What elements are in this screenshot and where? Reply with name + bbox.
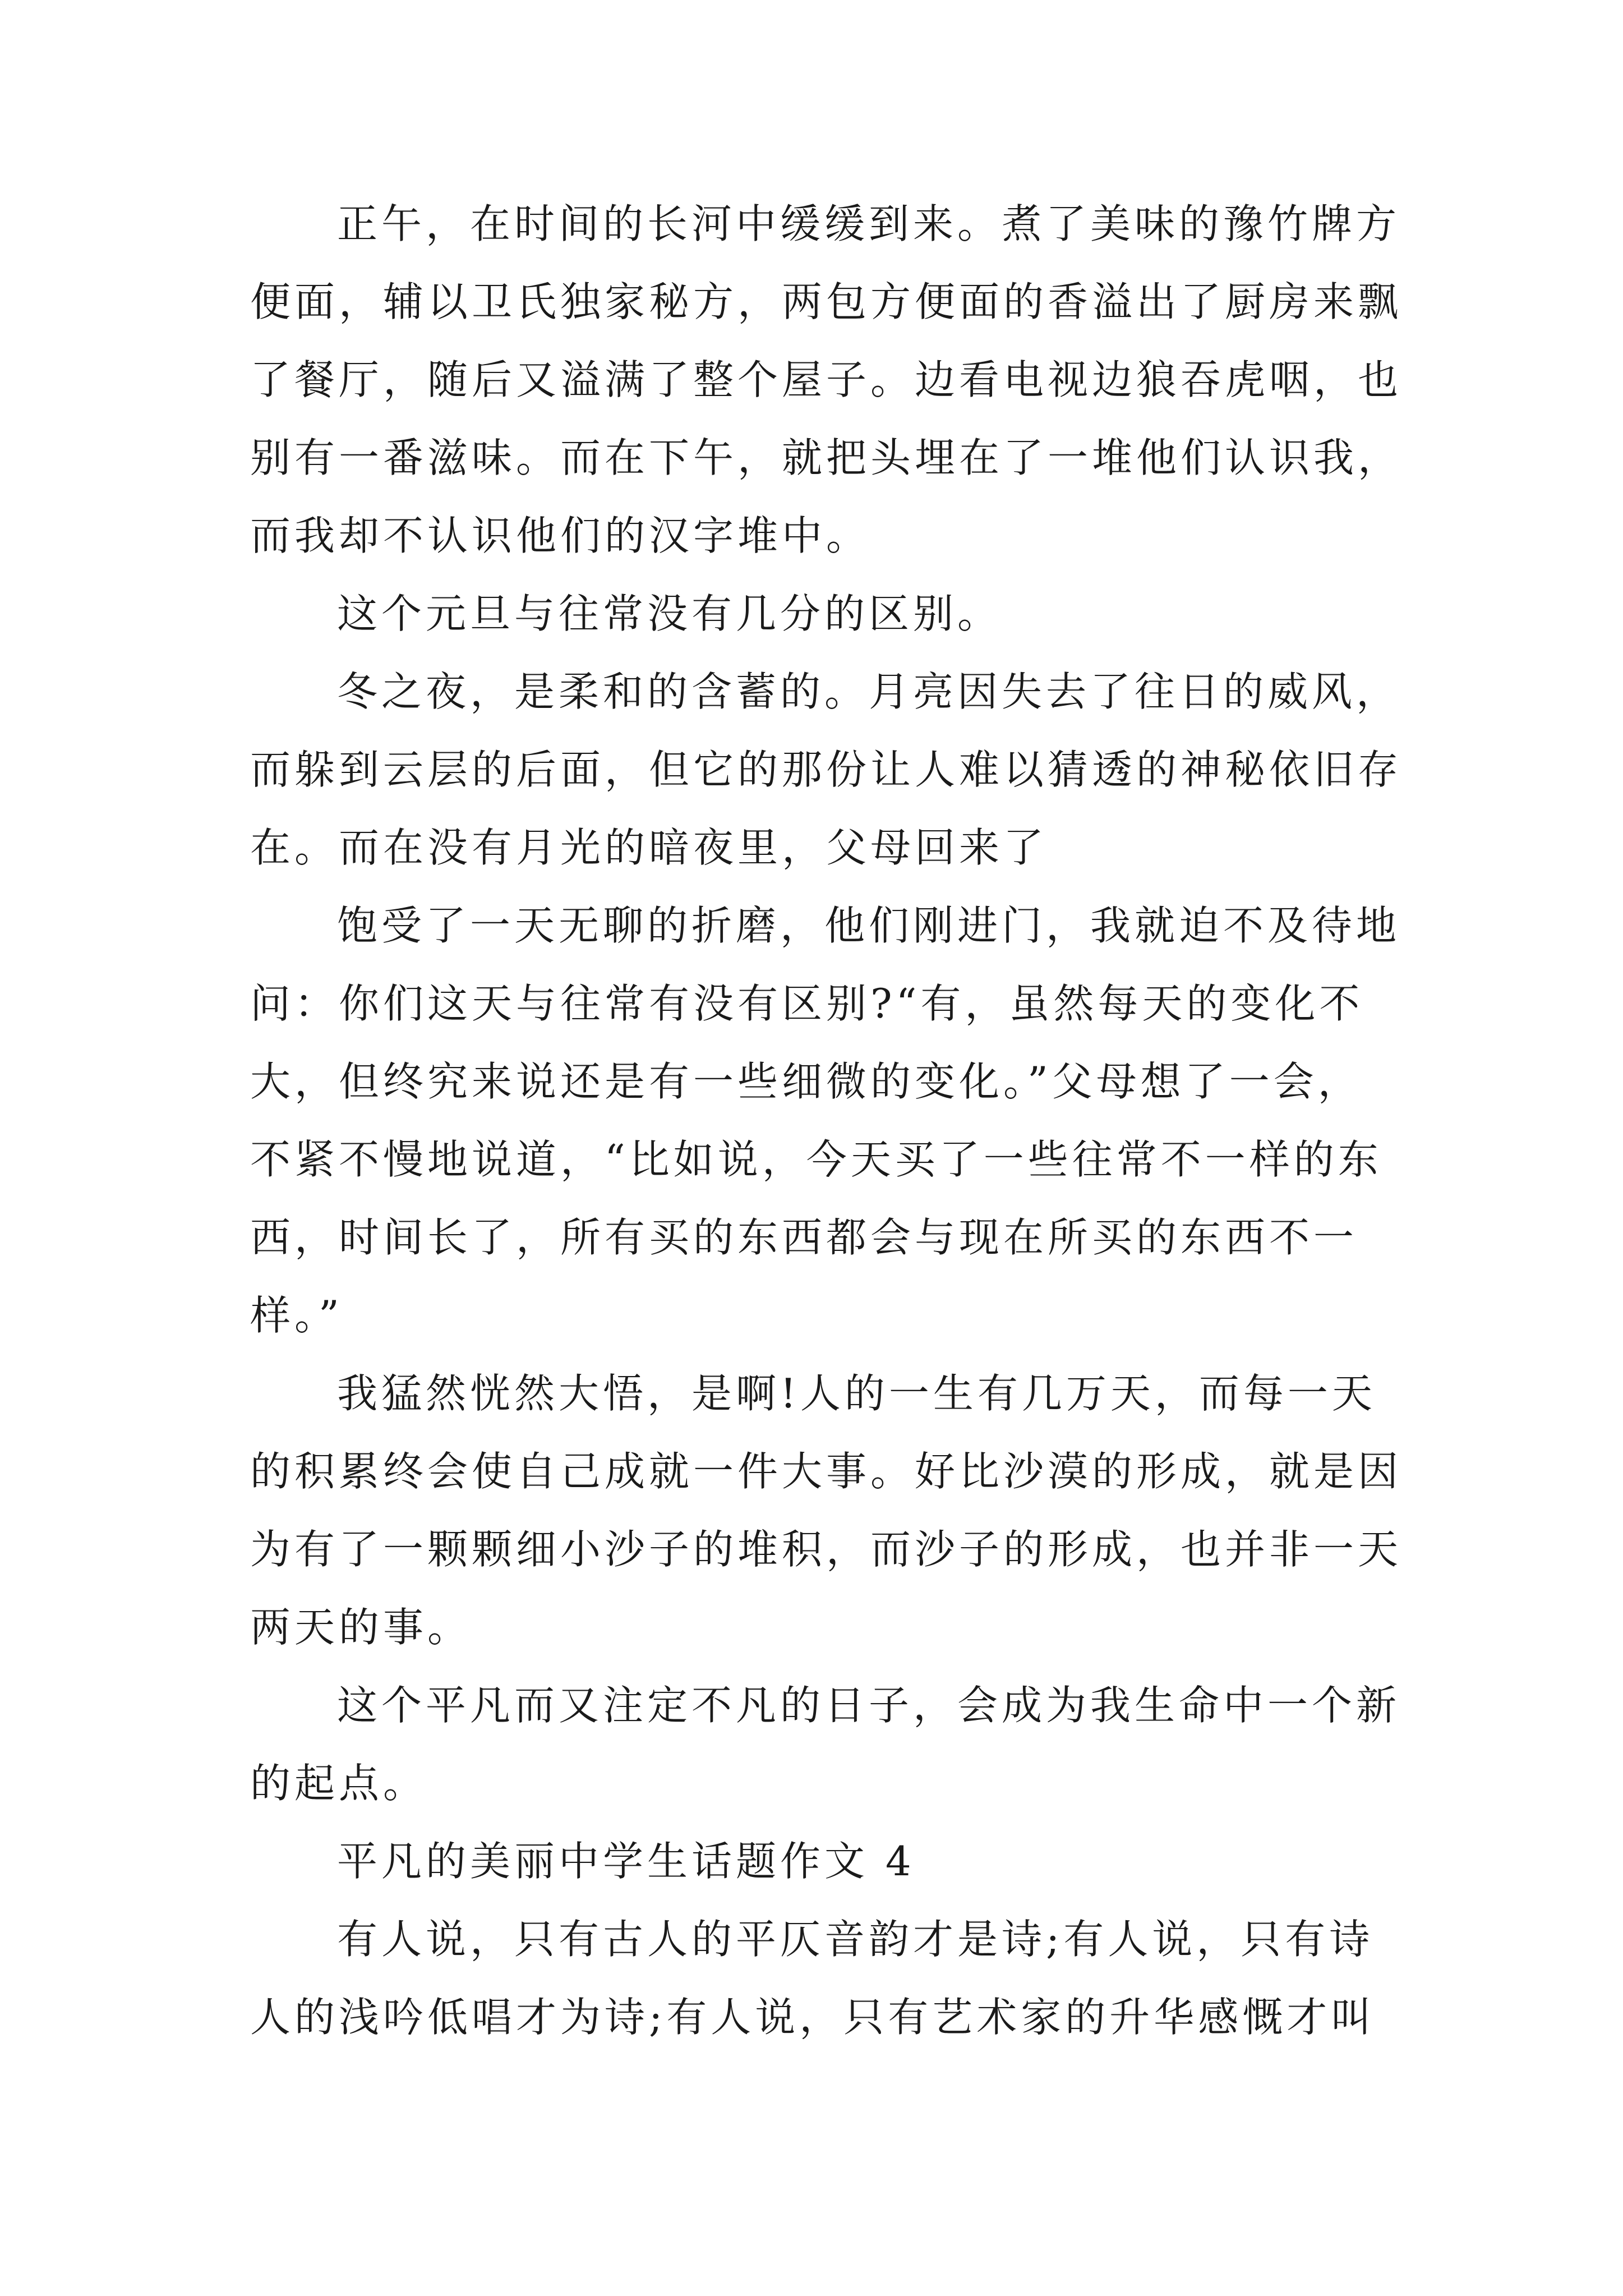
text-line: 不紧不慢地说道，“比如说，今天买了一些往常不一样的东 bbox=[250, 1136, 1382, 1183]
text-line: 西，时间长了，所有买的东西都会与现在所买的东西不一 bbox=[250, 1214, 1358, 1261]
text-line: 两天的事。 bbox=[250, 1604, 472, 1651]
text-line: 正午，在时间的长河中缓缓到来。煮了美味的豫竹牌方 bbox=[337, 200, 1401, 247]
text-line: 的起点。 bbox=[250, 1760, 428, 1807]
text-line: 冬之夜，是柔和的含蓄的。月亮因失去了往日的威风， bbox=[337, 668, 1401, 715]
text-line: 而我却不认识他们的汉字堆中。 bbox=[250, 512, 871, 559]
essay-text bbox=[250, 185, 1403, 2056]
text-line: 饱受了一天无聊的折磨，他们刚进门，我就迫不及待地 bbox=[337, 902, 1401, 949]
text-line: 这个元旦与往常没有几分的区别。 bbox=[337, 590, 1002, 637]
text-line: 便面，辅以卫氏独家秘方，两包方便面的香溢出了厨房来飘 bbox=[250, 278, 1403, 325]
text-line: 别有一番滋味。而在下午，就把头埋在了一堆他们认识我， bbox=[250, 434, 1403, 481]
section-heading: 平凡的美丽中学生话题作文 4 bbox=[337, 1838, 915, 1885]
text-line: 了餐厅，随后又溢满了整个屋子。边看电视边狼吞虎咽，也 bbox=[250, 356, 1403, 403]
text-line: 人的浅吟低唱才为诗;有人说，只有艺术家的升华感慨才叫 bbox=[250, 1994, 1376, 2041]
text-line: 我猛然恍然大悟，是啊!人的一生有几万天，而每一天 bbox=[337, 1370, 1376, 1417]
text-line: 在。而在没有月光的暗夜里，父母回来了 bbox=[250, 824, 1048, 871]
text-line: 有人说，只有古人的平仄音韵才是诗;有人说，只有诗 bbox=[337, 1916, 1374, 1963]
text-line: 大，但终究来说还是有一些细微的变化。”父母想了一会， bbox=[250, 1058, 1362, 1105]
text-line: 问：你们这天与往常有没有区别?“有，虽然每天的变化不 bbox=[250, 980, 1364, 1027]
text-line: 的积累终会使自己成就一件大事。好比沙漠的形成，就是因 bbox=[250, 1448, 1403, 1495]
text-line: 样。” bbox=[250, 1292, 343, 1339]
text-line: 而躲到云层的后面，但它的那份让人难以猜透的神秘依旧存 bbox=[250, 746, 1403, 793]
text-line: 为有了一颗颗细小沙子的堆积，而沙子的形成，也并非一天 bbox=[250, 1526, 1403, 1573]
text-line: 这个平凡而又注定不凡的日子，会成为我生命中一个新 bbox=[337, 1682, 1401, 1729]
